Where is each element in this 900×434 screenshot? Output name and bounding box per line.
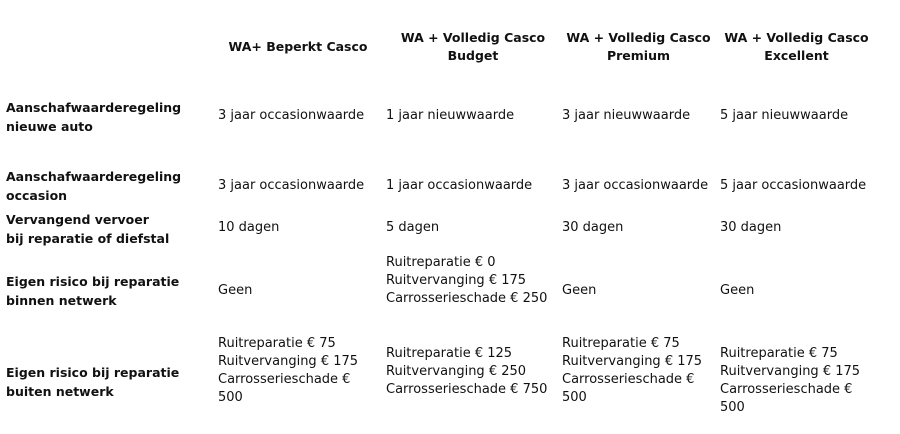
cell-line: Ruitreparatie € 75	[720, 346, 838, 361]
table-cell	[562, 282, 596, 300]
table-cell	[562, 219, 623, 237]
cell-line: 500	[562, 390, 587, 405]
row-label-vervangend-vervoer	[6, 210, 169, 248]
cell-line: Carrosserieschade €	[720, 382, 853, 397]
cell-line: 1 jaar nieuwwaarde	[386, 108, 515, 123]
column-header-line: WA + Volledig Casco	[724, 30, 869, 45]
table-cell	[218, 107, 364, 125]
table-cell	[218, 335, 358, 407]
cell-line: Ruitvervanging € 175	[386, 273, 527, 288]
row-label-line: Vervangend vervoer	[6, 212, 149, 227]
table-cell	[720, 282, 754, 300]
row-label-line: occasion	[6, 188, 68, 203]
table-cell	[218, 177, 364, 195]
row-label-aanschaf-nieuwe-auto	[6, 98, 181, 136]
table-cell	[720, 345, 860, 417]
row-label-line: Eigen risico bij reparatie	[6, 274, 180, 289]
row-label-line: Aanschafwaarderegeling	[6, 169, 182, 184]
column-header-volledig-budget	[388, 29, 558, 65]
cell-line: 3 jaar occasionwaarde	[218, 108, 365, 123]
table-cell	[562, 107, 690, 125]
column-header-line: Excellent	[764, 48, 829, 63]
row-label-line: binnen netwerk	[6, 293, 117, 308]
cell-line: Carrosserieschade € 750	[386, 382, 548, 397]
cell-line: Carrosserieschade €	[218, 372, 351, 387]
table-cell	[386, 219, 439, 237]
row-label-aanschaf-occasion	[6, 167, 181, 205]
cell-line: 3 jaar nieuwwaarde	[562, 108, 691, 123]
column-header-line: WA + Volledig Casco	[566, 30, 711, 45]
column-header-line: Budget	[447, 48, 499, 63]
table-cell	[720, 219, 781, 237]
cell-line: Ruitreparatie € 75	[562, 336, 680, 351]
cell-line: Ruitreparatie € 0	[386, 255, 496, 270]
table-cell	[218, 282, 252, 300]
table-cell	[386, 345, 547, 399]
column-header-volledig-premium	[556, 29, 721, 65]
cell-line: 10 dagen	[218, 220, 280, 235]
cell-line: 500	[218, 390, 243, 405]
cell-line: Ruitvervanging € 250	[386, 364, 527, 379]
row-label-line: bij reparatie of diefstal	[6, 231, 170, 246]
cell-line: Carrosserieschade € 250	[386, 291, 548, 306]
cell-line: 5 dagen	[386, 220, 440, 235]
cell-line: Ruitreparatie € 125	[386, 346, 513, 361]
cell-line: Geen	[562, 283, 597, 298]
table-cell	[562, 177, 708, 195]
table-cell	[386, 177, 532, 195]
cell-line: Ruitreparatie € 75	[218, 336, 336, 351]
cell-line: Geen	[720, 283, 755, 298]
table-cell	[562, 335, 702, 407]
cell-line: 3 jaar occasionwaarde	[562, 178, 709, 193]
table-cell	[386, 107, 514, 125]
row-label-eigen-risico-buiten	[6, 363, 179, 401]
cell-line: 3 jaar occasionwaarde	[218, 178, 365, 193]
column-header-volledig-excellent	[714, 29, 879, 65]
row-label-line: Aanschafwaarderegeling	[6, 100, 182, 115]
table-cell	[386, 254, 547, 308]
cell-line: 1 jaar occasionwaarde	[386, 178, 533, 193]
row-label-eigen-risico-binnen	[6, 272, 179, 310]
cell-line: Ruitvervanging € 175	[562, 354, 703, 369]
cell-line: 5 jaar nieuwwaarde	[720, 108, 849, 123]
table-cell	[720, 177, 866, 195]
cell-line: 5 jaar occasionwaarde	[720, 178, 867, 193]
table-cell	[720, 107, 848, 125]
cell-line: 500	[720, 400, 745, 415]
row-label-line: buiten netwerk	[6, 384, 114, 399]
cell-line: Carrosserieschade €	[562, 372, 695, 387]
cell-line: Ruitvervanging € 175	[720, 364, 861, 379]
table-cell	[218, 219, 279, 237]
column-header-beperkt-casco	[218, 38, 378, 56]
row-label-line: Eigen risico bij reparatie	[6, 365, 180, 380]
column-header-line: Premium	[606, 48, 671, 63]
cell-line: Ruitvervanging € 175	[218, 354, 359, 369]
cell-line: 30 dagen	[720, 220, 782, 235]
row-label-line: nieuwe auto	[6, 119, 93, 134]
cell-line: 30 dagen	[562, 220, 624, 235]
cell-line: Geen	[218, 283, 253, 298]
column-header-line: WA + Volledig Casco	[400, 30, 546, 45]
column-header-line: WA+ Beperkt Casco	[228, 39, 368, 54]
